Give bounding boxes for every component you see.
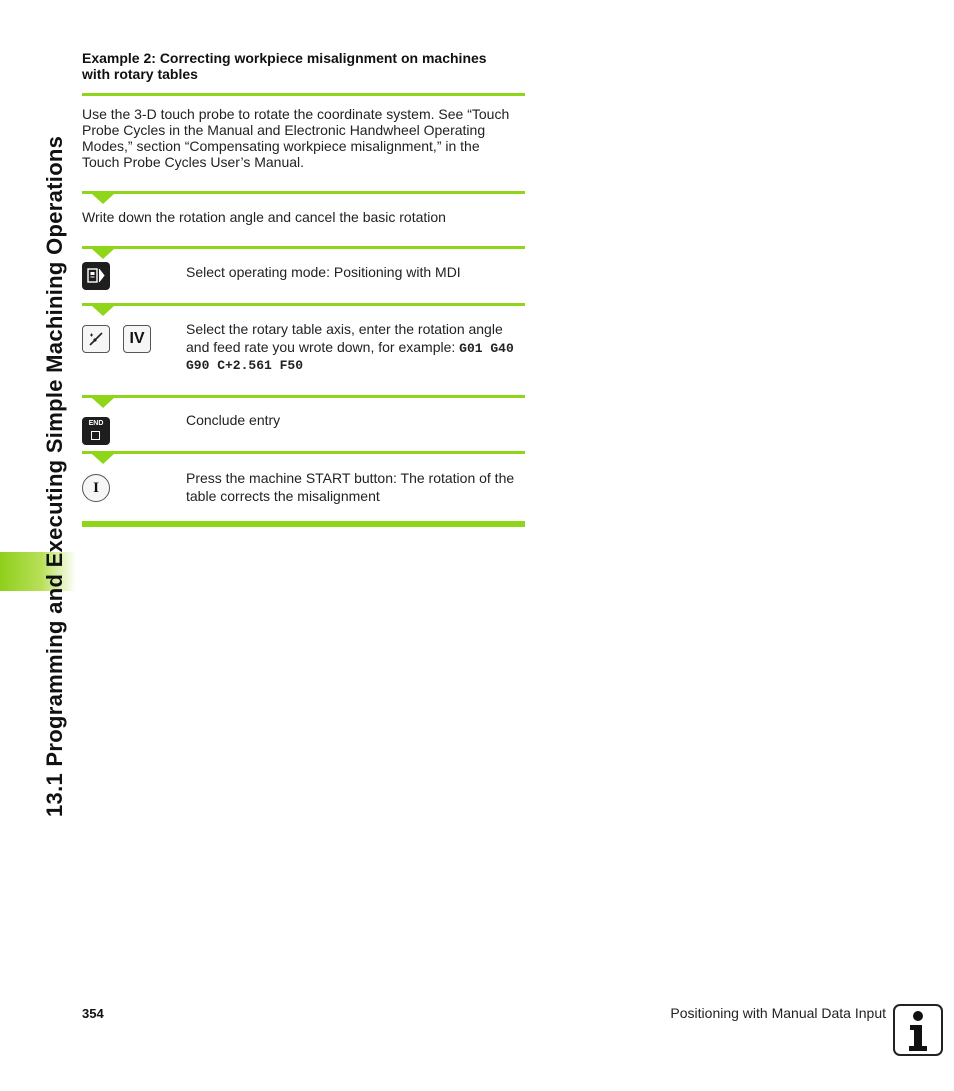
end-key-square <box>91 431 100 440</box>
step-2-line-1: Select the rotary table axis, enter the rotation angle <box>186 321 503 337</box>
end-key-label: END <box>88 420 104 427</box>
divider-step-2 <box>82 303 525 306</box>
divider-step-4 <box>82 451 525 454</box>
divider-heading <box>82 93 525 96</box>
mdi-mode-key-icon[interactable] <box>82 262 110 290</box>
nc-start-key-icon[interactable]: I <box>82 474 110 502</box>
info-icon <box>893 1004 943 1056</box>
heading-line-2: with rotary tables <box>82 66 198 82</box>
step-4-text <box>186 469 525 505</box>
divider-step-3 <box>82 395 525 398</box>
intro-paragraph <box>82 106 525 170</box>
step-2-code-2: G90 C+2.561 F50 <box>186 358 304 373</box>
intro-line-4: Touch Probe Cycles User’s Manual. <box>82 154 305 170</box>
step-note: Write down the rotation angle and cancel the basic rotation <box>82 209 446 225</box>
step-marker <box>92 454 114 464</box>
step-marker <box>92 398 114 408</box>
step-2-code-1: G01 G40 <box>459 340 514 356</box>
step-3-text: Conclude entry <box>186 412 281 428</box>
step-marker <box>92 194 114 204</box>
section-heading <box>82 50 525 82</box>
page-number: 354 <box>82 1006 104 1021</box>
intro-line-1: Use the 3-D touch probe to rotate the coordinate system. See “Touch <box>82 106 510 122</box>
intro-line-3: Modes,” section “Compensating workpiece misalignment,” in the <box>82 138 480 154</box>
rotary-axis-iv-key[interactable]: IV <box>123 325 151 353</box>
end-key-icon[interactable] <box>82 417 110 445</box>
footer-section-title: Positioning with Manual Data Input <box>670 1005 886 1021</box>
step-4-line-1: Press the machine START button: The rotation of the <box>186 470 515 486</box>
step-2-line-2 <box>186 339 525 358</box>
step-marker <box>92 249 114 259</box>
chapter-title-text: 13.1 Programming and Executing Simple Machining Operations <box>42 135 67 817</box>
divider-step-note <box>82 191 525 194</box>
divider-step-1 <box>82 246 525 249</box>
step-1-text: Select operating mode: Positioning with MDI <box>186 264 461 280</box>
chapter-side-title <box>20 50 67 830</box>
step-2-text <box>186 321 525 375</box>
axis-selection-key-icon[interactable] <box>82 325 110 353</box>
intro-line-2: Probe Cycles in the Manual and Electronic Handwheel Operating <box>82 122 486 138</box>
step-marker <box>92 306 114 316</box>
divider-end <box>82 521 525 527</box>
step-2-line-2-prefix: and feed rate you wrote down, for example: <box>186 338 460 355</box>
heading-line-1: Example 2: Correcting workpiece misalignment on machines <box>82 50 487 66</box>
step-4-line-2: table corrects the misalignment <box>186 488 380 504</box>
